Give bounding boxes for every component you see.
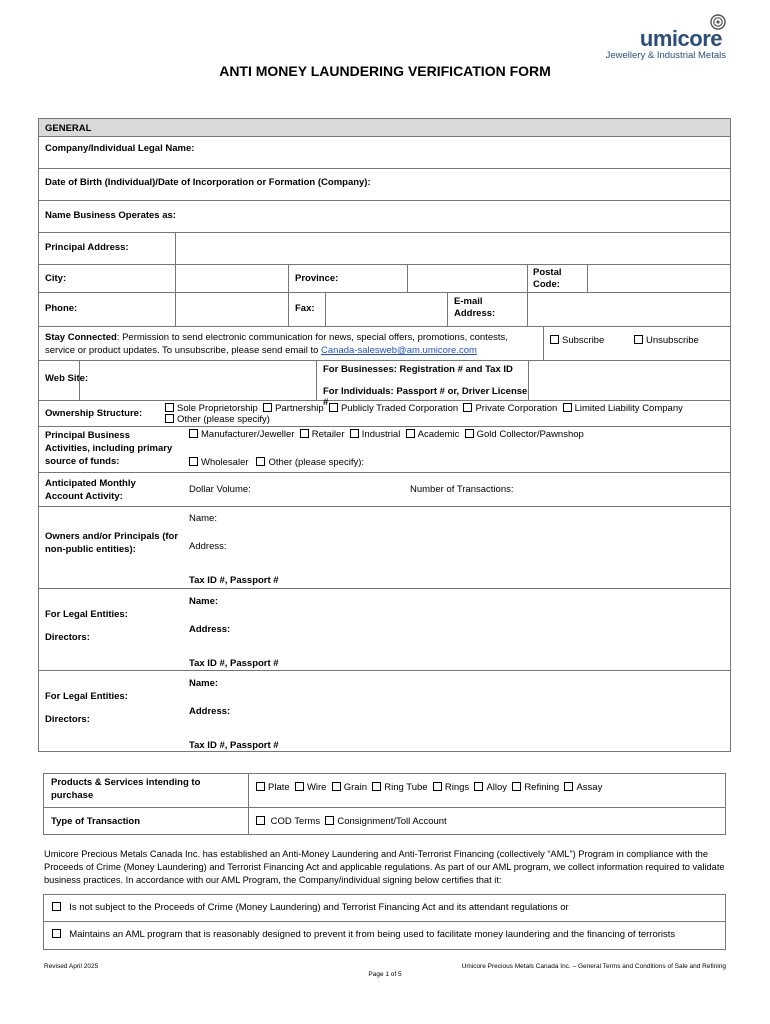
- activity-academic[interactable]: Academic: [403, 429, 459, 440]
- page-title: ANTI MONEY LAUNDERING VERIFICATION FORM: [219, 63, 551, 79]
- activities-options-line1: [189, 429, 584, 440]
- directors-row-1: [39, 589, 730, 671]
- website-label: Web Site:: [45, 373, 89, 384]
- dollar-volume-label: Dollar Volume:: [189, 484, 251, 495]
- email-label: E-mail Address:: [454, 296, 496, 319]
- transaction-type-row: [44, 808, 725, 834]
- monthly-activity-label: Anticipated Monthly Account Activity:: [45, 478, 136, 502]
- ownership-sole[interactable]: Sole Proprietorship: [165, 403, 258, 414]
- ownership-label: Ownership Structure:: [45, 408, 143, 419]
- city-field[interactable]: [175, 265, 288, 292]
- ownership-llc[interactable]: Limited Liability Company: [560, 403, 683, 414]
- products-row: [44, 774, 725, 808]
- logo-tagline: Jewellery & Industrial Metals: [605, 50, 726, 61]
- ownership-public[interactable]: Publicly Traded Corporation: [326, 403, 458, 414]
- owners-row: [39, 507, 730, 589]
- general-form: [38, 118, 731, 752]
- registration-field[interactable]: [528, 361, 730, 400]
- stay-connected-desc2: service or product updates. To unsubscribe, please send email to: [45, 345, 322, 356]
- postal-field[interactable]: [587, 265, 730, 292]
- footer-page: Page 1 of 5: [368, 971, 402, 978]
- unsubscribe-label: Unsubscribe: [646, 335, 699, 346]
- logo-brand: umicore: [639, 26, 722, 51]
- fax-label: Fax:: [295, 303, 315, 314]
- ownership-other[interactable]: Other (please specify): [165, 414, 270, 425]
- city-row: [39, 265, 730, 293]
- product-alloy[interactable]: Alloy: [472, 782, 507, 793]
- products-options: [248, 774, 725, 807]
- directors-label-1: Directors:: [45, 632, 90, 643]
- monthly-activity-row: [39, 473, 730, 507]
- address-field[interactable]: [175, 233, 730, 264]
- stay-connected-text: [45, 331, 540, 357]
- website-row: [39, 361, 730, 408]
- activity-wholesaler[interactable]: Wholesaler: [189, 457, 249, 468]
- product-rings[interactable]: Rings: [430, 782, 469, 793]
- directors-name-label-1: Name:: [189, 596, 219, 607]
- activity-industrial[interactable]: Industrial: [347, 429, 400, 440]
- num-transactions-label: Number of Transactions:: [410, 484, 514, 495]
- owners-label: Owners and/or Principals (for non-public entities):: [45, 531, 179, 555]
- certify-row-1: [44, 895, 725, 922]
- product-grain[interactable]: Grain: [329, 782, 367, 793]
- transaction-type-options: [248, 808, 725, 834]
- fax-field[interactable]: [325, 293, 447, 326]
- province-label: Province:: [295, 273, 339, 284]
- certify-option-2[interactable]: [52, 929, 675, 940]
- certify-option-1[interactable]: [52, 902, 569, 913]
- phone-label: Phone:: [45, 303, 78, 314]
- website-field[interactable]: [79, 361, 316, 400]
- ownership-options-line1: [165, 403, 683, 414]
- activity-manufacturer[interactable]: Manufacturer/Jeweller: [189, 429, 294, 440]
- reg-individual-label: For Individuals: Passport # or, Driver License #: [323, 386, 528, 408]
- business-name-label: Name Business Operates as:: [45, 210, 176, 221]
- phone-field[interactable]: [175, 293, 288, 326]
- activities-options-line2: [189, 457, 364, 468]
- umicore-logo: [596, 14, 726, 60]
- ownership-private[interactable]: Private Corporation: [461, 403, 558, 414]
- directors-taxid-label-1: Tax ID #, Passport #: [189, 658, 279, 669]
- province-field[interactable]: [407, 265, 527, 292]
- legal-entities-label-2: For Legal Entities:: [45, 691, 128, 702]
- directors-address-label-1: Address:: [189, 624, 231, 635]
- phone-row: [39, 293, 730, 327]
- email-field[interactable]: [527, 293, 730, 326]
- registration-cell: [316, 361, 528, 408]
- subscribe-label: Subscribe: [562, 335, 605, 346]
- address-row: [39, 233, 730, 265]
- reg-business-label: For Businesses: Registration # and Tax ID: [323, 364, 513, 375]
- subscribe-checkbox[interactable]: [550, 335, 559, 344]
- product-assay[interactable]: Assay: [562, 782, 603, 793]
- address-label: Principal Address:: [45, 242, 129, 253]
- directors-address-label-2: Address:: [189, 706, 231, 717]
- products-table: [43, 773, 726, 835]
- stay-connected-row: [39, 327, 730, 361]
- owners-name-label: Name:: [189, 513, 217, 524]
- transaction-consignment[interactable]: Consignment/Toll Account: [323, 816, 447, 827]
- general-heading: GENERAL: [39, 119, 730, 137]
- product-plate[interactable]: Plate: [256, 782, 290, 793]
- product-refining[interactable]: Refining: [510, 782, 560, 793]
- business-name-row[interactable]: [39, 201, 730, 233]
- directors-name-label-2: Name:: [189, 678, 219, 689]
- stay-connected-heading: Stay Connected: [45, 332, 117, 343]
- unsubscribe-email-link[interactable]: Canada-salesweb@am.umicore.com: [321, 345, 477, 356]
- certify-checkbox-1[interactable]: [52, 902, 61, 911]
- owners-address-label: Address:: [189, 541, 227, 552]
- activities-row: [39, 427, 730, 473]
- product-wire[interactable]: Wire: [292, 782, 326, 793]
- postal-label: Postal Code:: [533, 267, 562, 290]
- fax-label-cell: [288, 293, 325, 326]
- legal-entities-label-1: For Legal Entities:: [45, 609, 128, 620]
- transaction-type-label: Type of Transaction: [51, 816, 141, 827]
- products-label: Products & Services intending to purchase: [51, 777, 201, 801]
- email-label-cell: [447, 293, 527, 326]
- footer-company: Umicore Precious Metals Canada Inc. – General Terms and Conditions of Sale and Refining: [461, 963, 726, 970]
- certify-text-1: Is not subject to the Proceeds of Crime (Money Laundering) and Terrorist Financing Act and its attendant regulations or: [69, 902, 569, 913]
- subscribe-option[interactable]: [550, 335, 604, 346]
- owners-taxid-label: Tax ID #, Passport #: [189, 575, 279, 586]
- legal-name-label: Company/Individual Legal Name:: [45, 143, 195, 154]
- unsubscribe-option[interactable]: [634, 335, 699, 346]
- activity-retailer[interactable]: Retailer: [297, 429, 344, 440]
- product-ring-tube[interactable]: Ring Tube: [370, 782, 428, 793]
- directors-taxid-label-2: Tax ID #, Passport #: [189, 740, 279, 751]
- certify-row-2: [44, 922, 725, 949]
- dob-label: Date of Birth (Individual)/Date of Incorporation or Formation (Company):: [45, 177, 371, 188]
- aml-paragraph: Umicore Precious Metals Canada Inc. has established an Anti-Money Laundering and Anti-Terrorist Financing (collectively “AML”) Program in compliance with the Proceeds of Crime (Money Laundering) and Terrorist Financing Act and applicable regulations. As part of our AML program, we collect information required to validate business practices. In accordance with our AML Program, the Company/individual signing below certifies that it:: [44, 849, 725, 885]
- certify-checkbox-2[interactable]: [52, 929, 61, 938]
- stay-connected-desc: : Permission to send electronic communication for news, special offers, promotions, contests,: [116, 332, 508, 343]
- ownership-options: [159, 401, 730, 426]
- subscribe-cell: [543, 327, 730, 360]
- legal-name-row[interactable]: [39, 137, 730, 169]
- dob-row[interactable]: [39, 169, 730, 201]
- activity-other[interactable]: Other (please specify):: [251, 457, 364, 468]
- directors-label-2: Directors:: [45, 714, 90, 725]
- certify-text-2: Maintains an AML program that is reasonably designed to prevent it from being used to facilitate money laundering and the financing of terrorists: [69, 929, 676, 940]
- city-label: City:: [45, 273, 67, 284]
- postal-label-cell: [527, 265, 587, 292]
- ownership-partnership[interactable]: Partnership: [260, 403, 323, 414]
- footer-revised: Revised April 2025: [44, 963, 99, 970]
- directors-row-2: [39, 671, 730, 751]
- activity-gold-collector[interactable]: Gold Collector/Pawnshop: [462, 429, 584, 440]
- ownership-row: [39, 401, 730, 427]
- unsubscribe-checkbox[interactable]: [634, 335, 643, 344]
- province-label-cell: [288, 265, 407, 292]
- activities-label: Principal Business Activities, including primary source of funds:: [45, 430, 173, 467]
- transaction-cod[interactable]: COD Terms: [256, 816, 320, 827]
- certification-table: [43, 894, 726, 950]
